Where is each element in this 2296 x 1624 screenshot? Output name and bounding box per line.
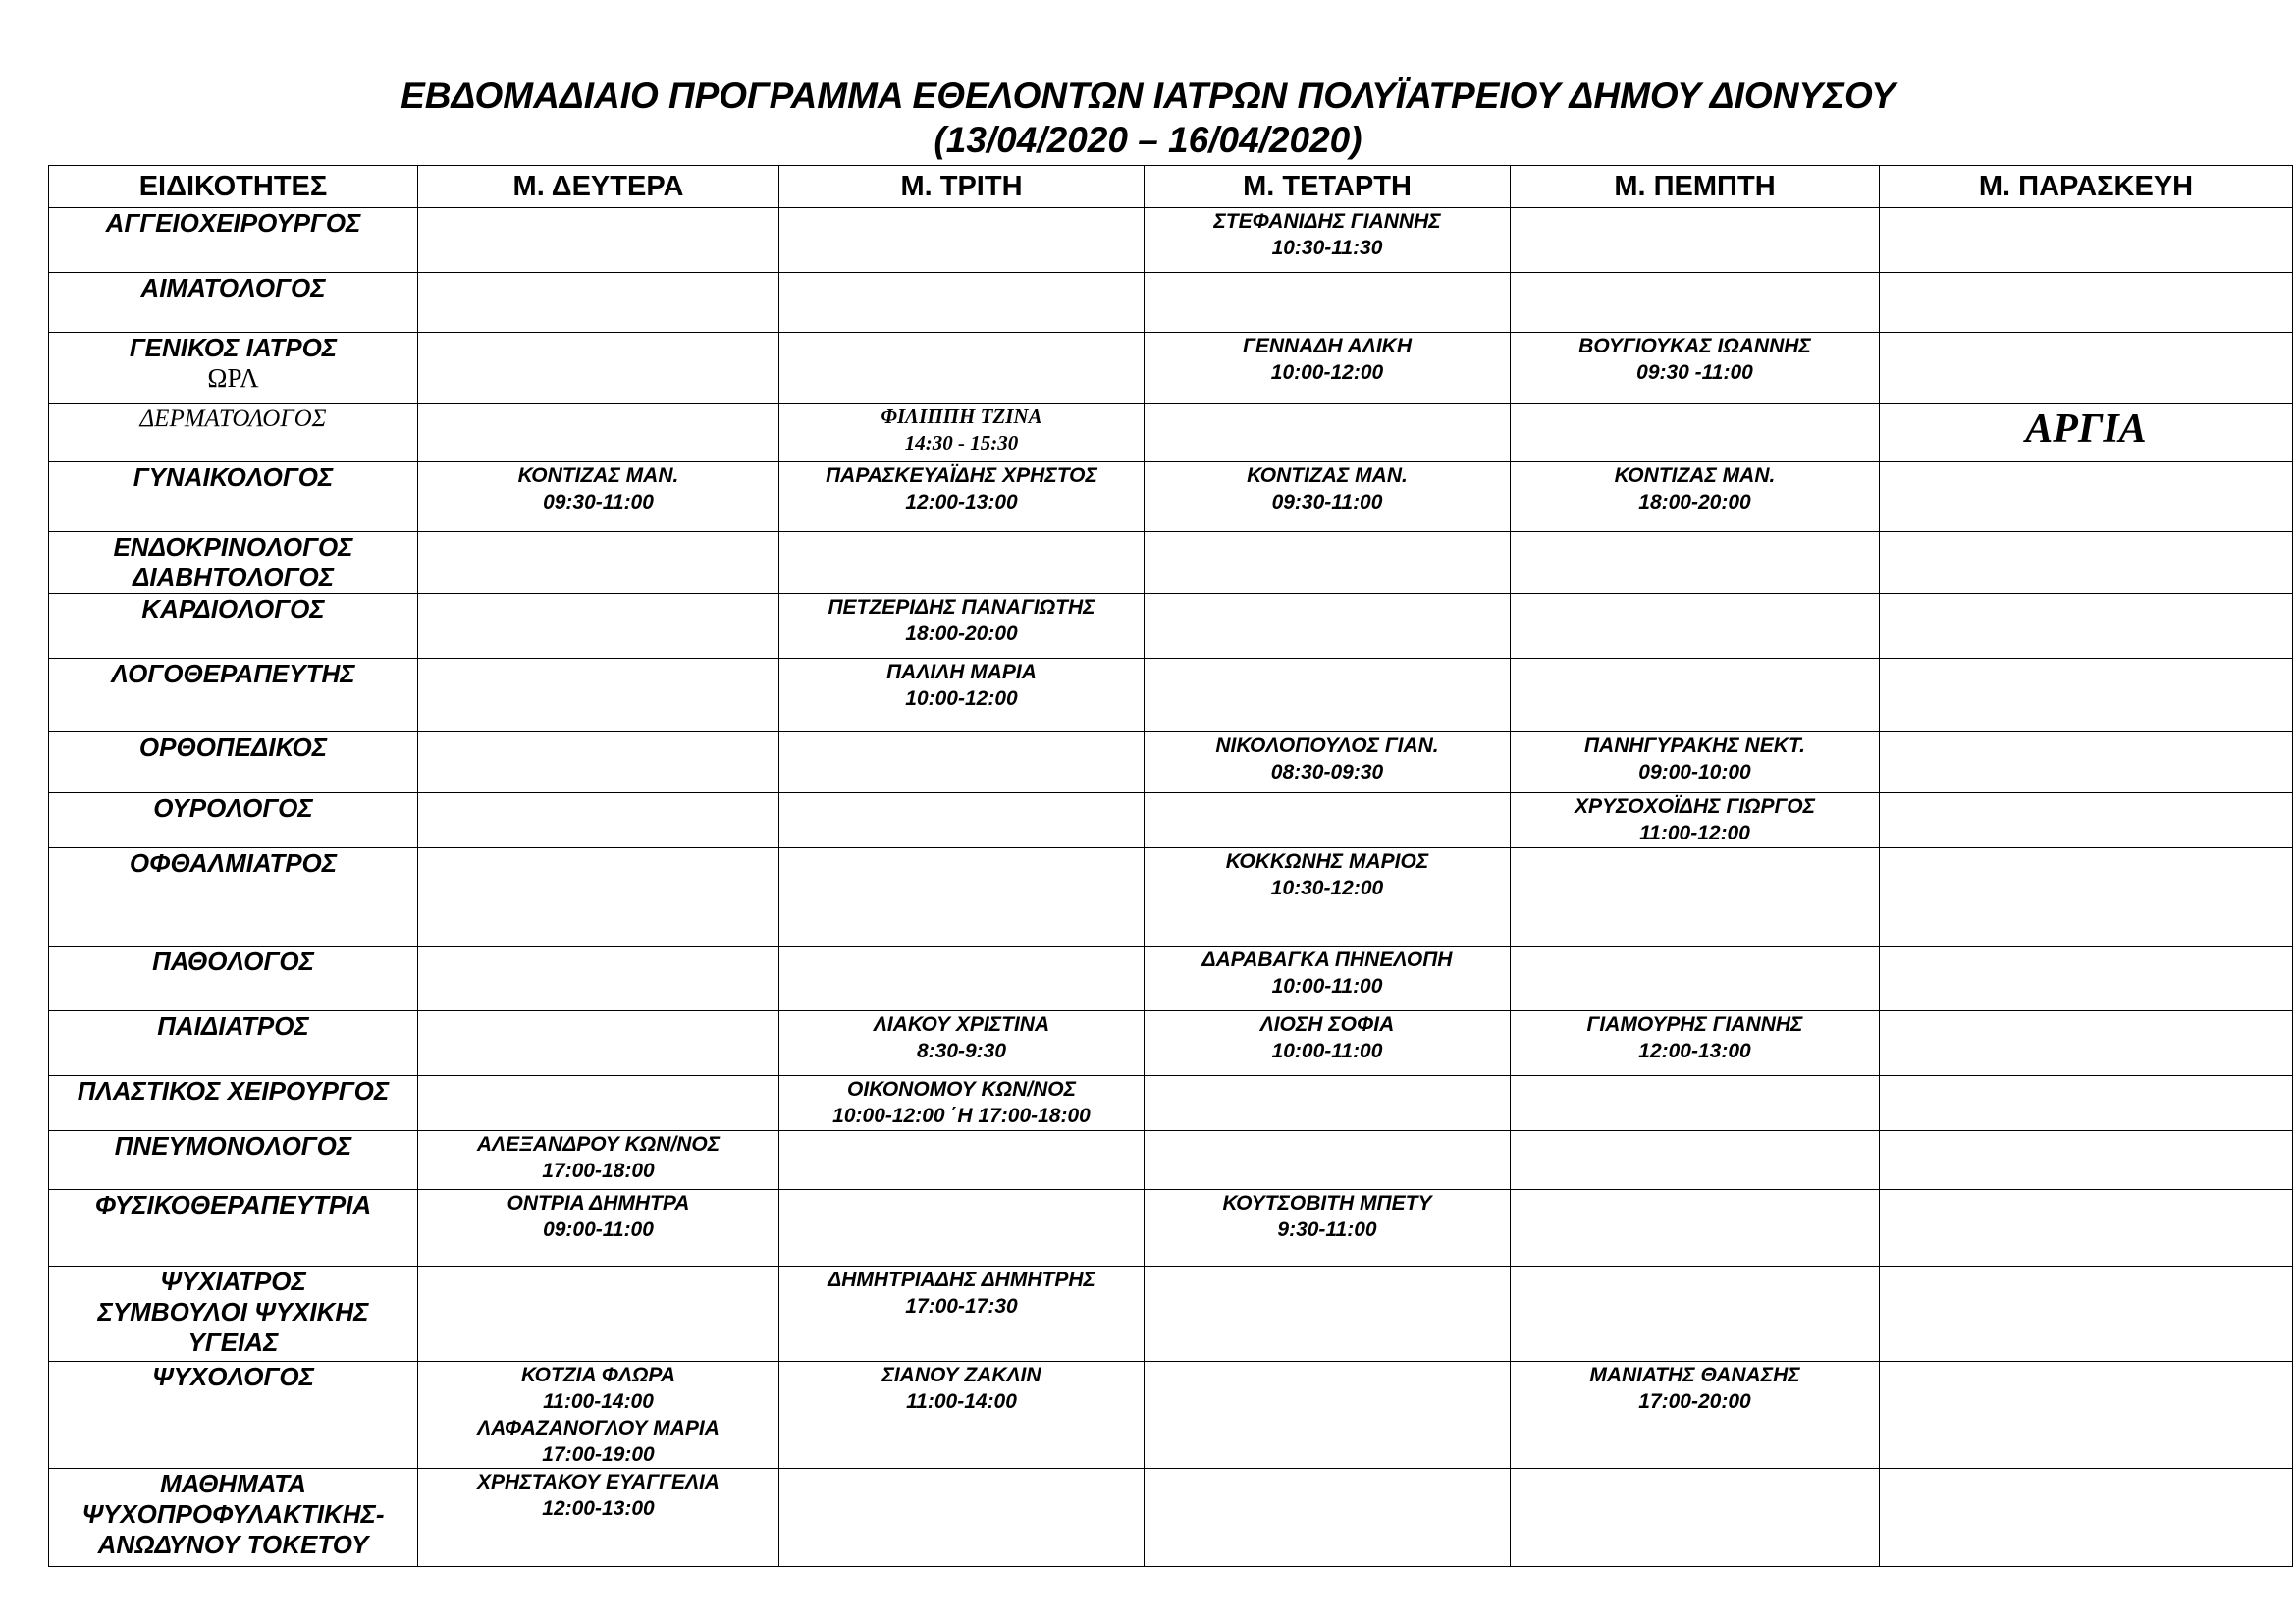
schedule-cell-thursday — [1511, 1190, 1880, 1267]
schedule-cell-tuesday — [779, 462, 1145, 532]
specialty-label: ΠΑΙΔΙΑΤΡΟΣ — [157, 1011, 309, 1041]
doctor-name: ΦΙΛΙΠΠΗ ΤΖΙΝΑ — [881, 405, 1042, 428]
schedule-cell-thursday — [1511, 947, 1880, 1011]
time-slot: 14:30 - 15:30 — [904, 431, 1019, 455]
schedule-cell-monday — [418, 462, 779, 532]
schedule-cell-monday — [418, 947, 779, 1011]
specialty-label: ΨΥΧΟΛΟΓΟΣ — [152, 1362, 314, 1391]
specialty-cell — [49, 1131, 418, 1190]
schedule-cell-thursday — [1511, 532, 1880, 594]
doctor-name: ΚΟΚΚΩΝΗΣ ΜΑΡΙΟΣ — [1225, 850, 1429, 873]
specialty-label: ΔΙΑΒΗΤΟΛΟΓΟΣ — [132, 563, 335, 592]
schedule-cell-wednesday — [1145, 1076, 1511, 1131]
table-row — [49, 404, 2293, 462]
time-slot: 17:00-19:00 — [542, 1443, 655, 1466]
schedule-cell-wednesday — [1145, 732, 1511, 793]
time-slot: 8:30-9:30 — [916, 1040, 1007, 1062]
specialty-label: ΦΥΣΙΚΟΘΕΡΑΠΕΥΤΡΙΑ — [94, 1190, 372, 1219]
schedule-cell-monday — [418, 848, 779, 947]
schedule-cell-monday — [418, 1076, 779, 1131]
doctor-name: ΑΛΕΞΑΝΔΡΟΥ ΚΩΝ/ΝΟΣ — [476, 1133, 721, 1156]
specialty-label: ΠΛΑΣΤΙΚΟΣ ΧΕΙΡΟΥΡΓΟΣ — [77, 1076, 390, 1106]
doctor-name: ΓΕΝΝΑΔΗ ΑΛΙΚΗ — [1243, 335, 1412, 357]
schedule-cell-monday — [418, 732, 779, 793]
table-row — [49, 333, 2293, 404]
specialty-cell — [49, 1469, 418, 1567]
specialty-cell — [49, 793, 418, 848]
time-slot: 09:30 -11:00 — [1636, 361, 1753, 384]
schedule-cell-wednesday — [1145, 848, 1511, 947]
page-title: ΕΒΔΟΜΑΔΙΑΙΟ ΠΡΟΓΡΑΜΜΑ ΕΘΕΛΟΝΤΩΝ ΙΑΤΡΩΝ ΠΟΛΥΪΑΤΡΕΙΟΥ ΔΗΜΟΥ ΔΙΟΝΥΣΟΥ — [400, 76, 1896, 116]
schedule-cell-friday — [1880, 947, 2293, 1011]
schedule-cell-friday — [1880, 532, 2293, 594]
doctor-name: ΧΡΥΣΟΧΟΪΔΗΣ ΓΙΩΡΓΟΣ — [1574, 795, 1815, 818]
doctor-name: ΟΙΚΟΝΟΜΟΥ ΚΩΝ/ΝΟΣ — [847, 1078, 1076, 1101]
time-slot: 10:00-11:00 — [1271, 1040, 1383, 1062]
time-slot: 18:00-20:00 — [905, 623, 1018, 645]
time-slot: 10:00-12:00 — [1270, 361, 1384, 384]
schedule-cell-tuesday — [779, 1469, 1145, 1567]
schedule-cell-thursday — [1511, 1131, 1880, 1190]
schedule-cell-tuesday — [779, 273, 1145, 333]
time-slot: 10:00-12:00 — [905, 687, 1018, 710]
specialty-cell — [49, 532, 418, 594]
time-slot: 17:00-18:00 — [542, 1160, 655, 1182]
schedule-cell-tuesday — [779, 1131, 1145, 1190]
schedule-cell-thursday — [1511, 793, 1880, 848]
specialty-label: ΨΥΧΙΑΤΡΟΣ — [160, 1267, 306, 1296]
specialty-label: ΑΙΜΑΤΟΛΟΓΟΣ — [140, 273, 326, 302]
schedule-cell-friday — [1880, 1362, 2293, 1469]
schedule-cell-tuesday — [779, 1267, 1145, 1362]
date-range: (13/04/2020 – 16/04/2020) — [934, 120, 1362, 160]
specialty-label: ΟΥΡΟΛΟΓΟΣ — [153, 793, 313, 823]
schedule-cell-tuesday — [779, 404, 1145, 462]
schedule-cell-friday — [1880, 1190, 2293, 1267]
header-friday: Μ. ΠΑΡΑΣΚΕΥΗ — [1880, 166, 2293, 208]
schedule-cell-wednesday — [1145, 462, 1511, 532]
time-slot: 9:30-11:00 — [1277, 1218, 1377, 1241]
schedule-cell-thursday — [1511, 462, 1880, 532]
schedule-cell-wednesday — [1145, 793, 1511, 848]
specialty-label: ΑΓΓΕΙΟΧΕΙΡΟΥΡΓΟΣ — [105, 208, 361, 238]
schedule-cell-wednesday — [1145, 1011, 1511, 1076]
schedule-cell-wednesday — [1145, 532, 1511, 594]
schedule-cell-monday — [418, 594, 779, 659]
schedule-cell-thursday — [1511, 732, 1880, 793]
doctor-name: ΠΑΝΗΓΥΡΑΚΗΣ ΝΕΚΤ. — [1583, 734, 1805, 757]
title-block — [0, 74, 2296, 162]
header-thursday: Μ. ΠΕΜΠΤΗ — [1511, 166, 1880, 208]
specialty-cell — [49, 1362, 418, 1469]
schedule-cell-tuesday — [779, 1190, 1145, 1267]
header-monday: Μ. ΔΕΥΤΕΡΑ — [418, 166, 779, 208]
header-specialties: ΕΙΔΙΚΟΤΗΤΕΣ — [49, 166, 418, 208]
time-slot: 18:00-20:00 — [1638, 491, 1751, 514]
specialty-cell — [49, 404, 418, 462]
specialty-label: ΟΡΘΟΠΕΔΙΚΟΣ — [138, 732, 328, 762]
specialty-label: ΠΑΘΟΛΟΓΟΣ — [152, 947, 314, 976]
schedule-cell-monday — [418, 1469, 779, 1567]
time-slot: 12:00-13:00 — [542, 1497, 655, 1520]
time-slot: 09:30-11:00 — [1271, 491, 1383, 514]
table-row — [49, 659, 2293, 732]
specialty-label: ΠΝΕΥΜΟΝΟΛΟΓΟΣ — [114, 1131, 352, 1161]
schedule-cell-monday — [418, 659, 779, 732]
schedule-cell-tuesday — [779, 947, 1145, 1011]
time-slot: 09:00-10:00 — [1638, 761, 1751, 784]
specialty-label: ΨΥΧΟΠΡΟΦΥΛΑΚΤΙΚΗΣ- — [81, 1499, 385, 1529]
time-slot: 11:00-14:00 — [906, 1390, 1017, 1413]
time-slot: 10:00-11:00 — [1271, 975, 1383, 998]
doctor-name: ΛΑΦΑΖΑΝΟΓΛΟΥ ΜΑΡΙΑ — [477, 1417, 720, 1439]
table-row — [49, 208, 2293, 273]
specialty-cell — [49, 1190, 418, 1267]
schedule-cell-friday — [1880, 848, 2293, 947]
schedule-cell-friday — [1880, 1131, 2293, 1190]
schedule-cell-thursday — [1511, 594, 1880, 659]
table-row — [49, 1076, 2293, 1131]
specialty-label: ΥΓΕΙΑΣ — [187, 1327, 279, 1357]
schedule-cell-monday — [418, 793, 779, 848]
schedule-cell-monday — [418, 1011, 779, 1076]
time-slot: 12:00-13:00 — [905, 491, 1018, 514]
schedule-cell-tuesday — [779, 1076, 1145, 1131]
schedule-cell-monday — [418, 273, 779, 333]
table-row — [49, 732, 2293, 793]
specialty-label: ΛΟΓΟΘΕΡΑΠΕΥΤΗΣ — [111, 659, 355, 688]
specialty-cell — [49, 1011, 418, 1076]
schedule-cell-thursday — [1511, 1076, 1880, 1131]
time-slot: 10:30-12:00 — [1270, 877, 1384, 899]
table-row — [49, 273, 2293, 333]
doctor-name: ΚΟΝΤΙΖΑΣ ΜΑΝ. — [517, 464, 679, 487]
doctor-name: ΝΙΚΟΛΟΠΟΥΛΟΣ ΓΙΑΝ. — [1215, 734, 1439, 757]
schedule-cell-friday — [1880, 462, 2293, 532]
schedule-cell-thursday — [1511, 1362, 1880, 1469]
doctor-name: ΔΑΡΑΒΑΓΚΑ ΠΗΝΕΛΟΠΗ — [1201, 948, 1453, 971]
schedule-cell-wednesday — [1145, 659, 1511, 732]
specialty-cell — [49, 732, 418, 793]
specialty-cell — [49, 333, 418, 404]
schedule-cell-friday — [1880, 273, 2293, 333]
time-slot: 10:30-11:30 — [1271, 237, 1383, 259]
specialty-cell — [49, 1076, 418, 1131]
specialty-cell — [49, 208, 418, 273]
schedule-cell-wednesday — [1145, 208, 1511, 273]
time-slot: 09:30-11:00 — [543, 491, 654, 514]
doctor-name: ΚΟΝΤΙΖΑΣ ΜΑΝ. — [1247, 464, 1408, 487]
schedule-cell-friday — [1880, 793, 2293, 848]
schedule-cell-tuesday — [779, 848, 1145, 947]
specialty-cell — [49, 659, 418, 732]
schedule-cell-thursday — [1511, 208, 1880, 273]
doctor-name: ΠΑΡΑΣΚΕΥΑΪΔΗΣ ΧΡΗΣΤΟΣ — [826, 464, 1097, 487]
doctor-name: ΣΙΑΝΟΥ ΖΑΚΛΙΝ — [881, 1364, 1041, 1386]
time-slot: 17:00-20:00 — [1638, 1390, 1751, 1413]
schedule-cell-tuesday — [779, 732, 1145, 793]
specialty-cell — [49, 462, 418, 532]
time-slot: 11:00-14:00 — [543, 1390, 654, 1413]
table-row — [49, 462, 2293, 532]
schedule-cell-friday — [1880, 659, 2293, 732]
table-row — [49, 1362, 2293, 1469]
schedule-cell-monday — [418, 532, 779, 594]
table-row — [49, 1011, 2293, 1076]
schedule-cell-tuesday — [779, 208, 1145, 273]
schedule-cell-monday — [418, 404, 779, 462]
doctor-name: ΚΟΤΖΙΑ ΦΛΩΡΑ — [521, 1364, 675, 1386]
schedule-cell-tuesday — [779, 1011, 1145, 1076]
doctor-name: ΧΡΗΣΤΑΚΟΥ ΕΥΑΓΓΕΛΙΑ — [477, 1471, 720, 1493]
specialty-extra-label: ΩΡΛ — [207, 363, 259, 393]
schedule-cell-friday — [1880, 1076, 2293, 1131]
table-row — [49, 947, 2293, 1011]
table-row — [49, 848, 2293, 947]
table-row — [49, 532, 2293, 594]
schedule-body — [49, 208, 2293, 1567]
doctor-name: ΒΟΥΓΙΟΥΚΑΣ ΙΩΑΝΝΗΣ — [1578, 335, 1811, 357]
schedule-cell-wednesday — [1145, 273, 1511, 333]
doctor-name: ΛΙΑΚΟΥ ΧΡΙΣΤΙΝΑ — [873, 1013, 1050, 1036]
schedule-cell-wednesday — [1145, 1131, 1511, 1190]
time-slot: 11:00-12:00 — [1639, 822, 1750, 844]
doctor-name: ΜΑΝΙΑΤΗΣ ΘΑΝΑΣΗΣ — [1589, 1364, 1800, 1386]
specialty-cell — [49, 594, 418, 659]
specialty-label: ΟΦΘΑΛΜΙΑΤΡΟΣ — [129, 848, 338, 878]
doctor-name: ΣΤΕΦΑΝΙΔΗΣ ΓΙΑΝΝΗΣ — [1213, 210, 1441, 233]
schedule-cell-friday — [1880, 1469, 2293, 1567]
schedule-cell-tuesday — [779, 532, 1145, 594]
table-row — [49, 1131, 2293, 1190]
schedule-cell-wednesday — [1145, 1469, 1511, 1567]
schedule-cell-thursday — [1511, 333, 1880, 404]
specialty-label: ΑΝΩΔΥΝΟΥ ΤΟΚΕΤΟΥ — [97, 1530, 369, 1559]
specialty-label: ΕΝΔΟΚΡΙΝΟΛΟΓΟΣ — [113, 532, 353, 562]
table-row — [49, 594, 2293, 659]
doctor-name: ΛΙΟΣΗ ΣΟΦΙΑ — [1259, 1013, 1395, 1036]
schedule-cell-friday — [1880, 1267, 2293, 1362]
schedule-cell-thursday — [1511, 1011, 1880, 1076]
table-row — [49, 1267, 2293, 1362]
schedule-cell-wednesday — [1145, 404, 1511, 462]
schedule-cell-thursday — [1511, 1469, 1880, 1567]
time-slot: 17:00-17:30 — [905, 1295, 1018, 1318]
doctor-name: ΓΙΑΜΟΥΡΗΣ ΓΙΑΝΝΗΣ — [1586, 1013, 1803, 1036]
schedule-cell-thursday — [1511, 404, 1880, 462]
schedule-cell-wednesday — [1145, 947, 1511, 1011]
schedule-cell-tuesday — [779, 659, 1145, 732]
schedule-cell-friday — [1880, 404, 2293, 462]
schedule-cell-wednesday — [1145, 1362, 1511, 1469]
schedule-cell-monday — [418, 1267, 779, 1362]
time-slot: 09:00-11:00 — [543, 1218, 654, 1241]
holiday-label: ΑΡΓΙΑ — [2025, 406, 2147, 452]
specialty-label: ΔΕΡΜΑΤΟΛΟΓΟΣ — [139, 406, 327, 432]
header-wednesday: Μ. ΤΕΤΑΡΤΗ — [1145, 166, 1511, 208]
schedule-cell-wednesday — [1145, 333, 1511, 404]
schedule-cell-monday — [418, 1131, 779, 1190]
specialty-cell — [49, 947, 418, 1011]
schedule-cell-friday — [1880, 732, 2293, 793]
schedule-cell-friday — [1880, 333, 2293, 404]
time-slot: 10:00-12:00 ΄Η 17:00-18:00 — [832, 1105, 1091, 1127]
schedule-cell-thursday — [1511, 273, 1880, 333]
specialty-cell — [49, 1267, 418, 1362]
schedule-cell-tuesday — [779, 793, 1145, 848]
schedule-cell-wednesday — [1145, 594, 1511, 659]
schedule-cell-friday — [1880, 208, 2293, 273]
schedule-cell-monday — [418, 208, 779, 273]
schedule-cell-friday — [1880, 594, 2293, 659]
time-slot: 12:00-13:00 — [1638, 1040, 1751, 1062]
schedule-cell-tuesday — [779, 333, 1145, 404]
schedule-cell-monday — [418, 1190, 779, 1267]
schedule-cell-friday — [1880, 1011, 2293, 1076]
header-tuesday: Μ. ΤΡΙΤΗ — [779, 166, 1145, 208]
doctor-name: ΚΟΥΤΣΟΒΙΤΗ ΜΠΕΤΥ — [1222, 1192, 1432, 1215]
specialty-label: ΣΥΜΒΟΥΛΟΙ ΨΥΧΙΚΗΣ — [97, 1297, 369, 1326]
schedule-cell-monday — [418, 333, 779, 404]
specialty-cell — [49, 848, 418, 947]
doctor-name: ΔΗΜΗΤΡΙΑΔΗΣ ΔΗΜΗΤΡΗΣ — [828, 1269, 1095, 1291]
specialty-label: ΚΑΡΔΙΟΛΟΓΟΣ — [141, 594, 325, 623]
table-row — [49, 1469, 2293, 1567]
schedule-cell-monday — [418, 1362, 779, 1469]
doctor-name: ΟΝΤΡΙΑ ΔΗΜΗΤΡΑ — [507, 1192, 690, 1215]
specialty-cell — [49, 273, 418, 333]
schedule-cell-thursday — [1511, 848, 1880, 947]
schedule-cell-wednesday — [1145, 1190, 1511, 1267]
doctor-name: ΠΑΛΙΛΗ ΜΑΡΙΑ — [886, 661, 1037, 683]
header-row — [49, 166, 2293, 208]
table-row — [49, 793, 2293, 848]
schedule-cell-tuesday — [779, 1362, 1145, 1469]
doctor-name: ΚΟΝΤΙΖΑΣ ΜΑΝ. — [1614, 464, 1776, 487]
table-row — [49, 1190, 2293, 1267]
time-slot: 08:30-09:30 — [1270, 761, 1384, 784]
schedule-cell-thursday — [1511, 1267, 1880, 1362]
specialty-label: ΜΑΘΗΜΑΤΑ — [160, 1469, 306, 1498]
schedule-table — [48, 165, 2293, 1567]
schedule-cell-wednesday — [1145, 1267, 1511, 1362]
specialty-label: ΓΥΝΑΙΚΟΛΟΓΟΣ — [133, 462, 334, 492]
schedule-cell-tuesday — [779, 594, 1145, 659]
specialty-label: ΓΕΝΙΚΟΣ ΙΑΤΡΟΣ — [129, 333, 338, 362]
schedule-cell-thursday — [1511, 659, 1880, 732]
doctor-name: ΠΕΤΖΕΡΙΔΗΣ ΠΑΝΑΓΙΩΤΗΣ — [828, 596, 1095, 619]
